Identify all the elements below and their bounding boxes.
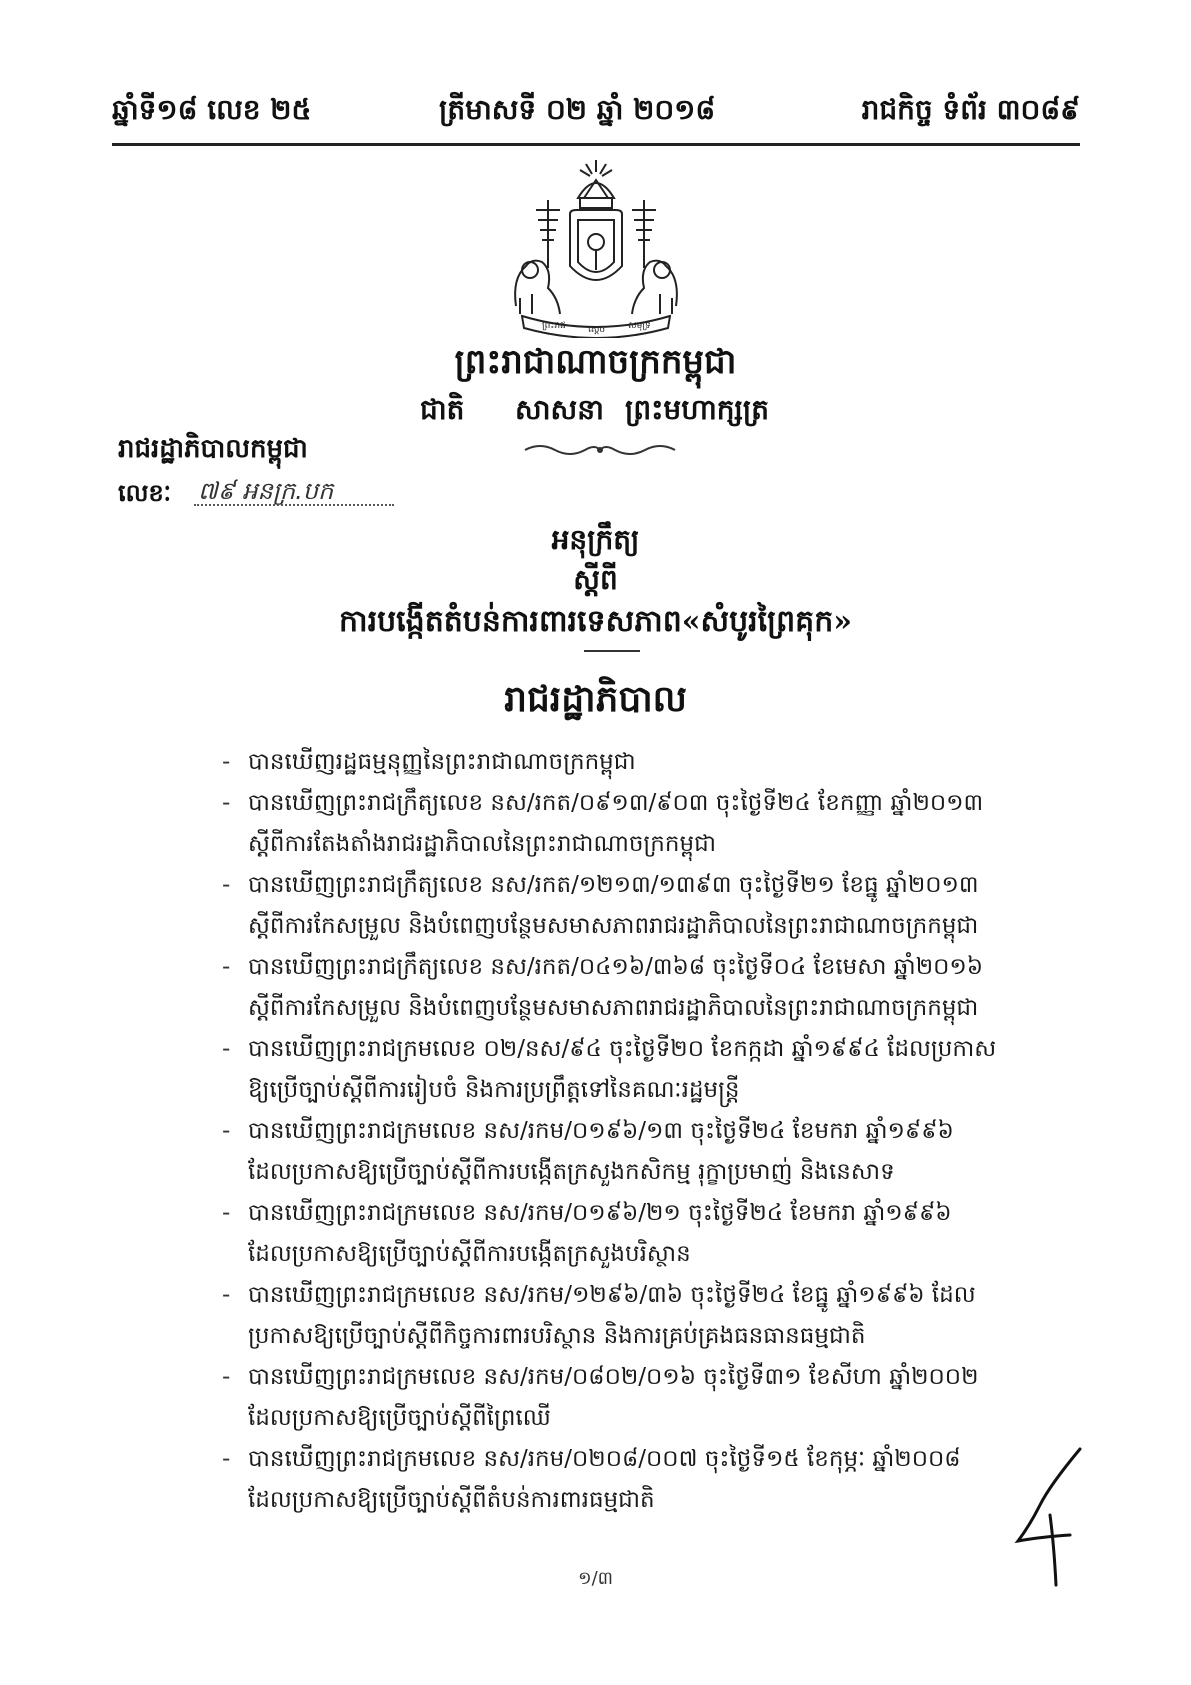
dotted-line [194, 504, 394, 506]
royal-coat-of-arms-icon [508, 158, 684, 338]
motto-king: ព្រះមហាក្សត្រ [625, 393, 769, 426]
list-item-line: ដែលប្រកាសឱ្យប្រើច្បាប់ស្តីពីតំបន់ការពារធម្មជាតិ [248, 1487, 655, 1513]
title-divider [584, 650, 640, 652]
gazette-header [112, 92, 1080, 136]
list-item: - បានឃើញព្រះរាជក្រឹត្យលេខ នស/រកត/០៤១៦/៣៦៨ ចុះថ្ងៃទី០៤ ខែមេសា ឆ្នាំ២០១៦ ស្តីពីការកែសម្រួល និងបំពេញបន្ថែមសមាសភាពរាជរដ្ឋាភិបាលនៃព្រះរាជាណាចក្រកម្ពុជា [222, 947, 1042, 1029]
motto-nation: ជាតិ [420, 393, 465, 426]
list-item-line: បានឃើញព្រះរាជក្រមលេខ នស/រកម/០១៩៦/១៣ ចុះថ្ងៃទី២៤ ខែមករា ឆ្នាំ១៩៩៦ [248, 1118, 954, 1144]
list-item-line: ស្តីពីការកែសម្រួល និងបំពេញបន្ថែមសមាសភាពរាជរដ្ឋាភិបាលនៃព្រះរាជាណាចក្រកម្ពុជា [248, 995, 979, 1021]
svg-text:ព្រះរាជ: ព្រះរាជ [542, 321, 566, 331]
legal-basis-list [222, 742, 1042, 1521]
header-issue: ឆ្នាំទី១៨ លេខ ២៥ [112, 93, 312, 126]
kingdom-title: ព្រះរាជាណាចក្រកម្ពុជា [454, 342, 737, 382]
header-page: រាជកិច្ច ទំព័រ ៣០៨៩ [861, 93, 1080, 126]
list-item-line: បានឃើញព្រះរាជក្រមលេខ ០២/នស/៩៤ ចុះថ្ងៃទី២០ ខែកក្កដា ឆ្នាំ១៩៩៤ ដែលប្រកាស [248, 1036, 997, 1062]
list-item: - បានឃើញព្រះរាជក្រមលេខ នស/រកម/០៨០២/០១៦ ចុះថ្ងៃទី៣១ ខែសីហា ឆ្នាំ២០០២ ដែលប្រកាសឱ្យប្រើច្បាប់ស្តីពីព្រៃឈើ [222, 1357, 1042, 1439]
list-item-line: បានឃើញព្រះរាជក្រមលេខ នស/រកម/០៨០២/០១៦ ចុះថ្ងៃទី៣១ ខែសីហា ឆ្នាំ២០០២ [248, 1364, 979, 1390]
list-item: - បានឃើញរដ្ឋធម្មនុញ្ញនៃព្រះរាជាណាចក្រកម្ពុជា [222, 742, 1042, 783]
ornament-divider-icon [520, 440, 680, 460]
list-item: - បានឃើញព្រះរាជក្រមលេខ នស/រកម/០១៩៦/១៣ ចុះថ្ងៃទី២៤ ខែមករា ឆ្នាំ១៩៩៦ ដែលប្រកាសឱ្យប្រើច្បាប់ស្តីពីការបង្កើតក្រសួងកសិកម្ម រុក្ខាប្រមាញ់ និងនេសាទ [222, 1111, 1042, 1193]
list-item: - បានឃើញព្រះរាជក្រមលេខ នស/រកម/០១៩៦/២១ ចុះថ្ងៃទី២៤ ខែមករា ឆ្នាំ១៩៩៦ ដែលប្រកាសឱ្យប្រើច្បាប់ស្តីពីការបង្កើតក្រសួងបរិស្ថាន [222, 1193, 1042, 1275]
list-item: - បានឃើញព្រះរាជក្រឹត្យលេខ នស/រកត/០៩១៣/៩០៣ ចុះថ្ងៃទី២៤ ខែកញ្ញា ឆ្នាំ២០១៣ ស្តីពីការតែងតាំងរាជរដ្ឋាភិបាលនៃព្រះរាជាណាចក្រកម្ពុជា [222, 783, 1042, 865]
svg-text:សមុទ្រ: សមុទ្រ [628, 321, 651, 331]
government-heading: រាជរដ្ឋាភិបាល [504, 678, 687, 720]
document-about: ស្តីពី [573, 563, 618, 596]
list-item-line: បានឃើញព្រះរាជក្រមលេខ នស/រកម/១២៩៦/៣៦ ចុះថ្ងៃទី២៤ ខែធ្នូ ឆ្នាំ១៩៩៦ ដែល [248, 1282, 976, 1308]
list-item-line: ដែលប្រកាសឱ្យប្រើច្បាប់ស្តីពីព្រៃឈើ [248, 1405, 551, 1431]
motto-religion: សាសនា [515, 393, 604, 426]
issuing-government: រាជរដ្ឋាភិបាលកម្ពុជា [118, 434, 308, 464]
document-subject: ការបង្កើតតំបន់ការពារទេសភាព«សំបូរព្រៃគុក» [339, 604, 852, 639]
list-item: - បានឃើញព្រះរាជក្រមលេខ ០២/នស/៩៤ ចុះថ្ងៃទី២០ ខែកក្កដា ឆ្នាំ១៩៩៤ ដែលប្រកាស ឱ្យប្រើច្បាប់ស្តីពីការរៀបចំ និងការប្រព្រឹត្តទៅនៃគណៈរដ្ឋមន្ត្រី [222, 1029, 1042, 1111]
list-item-line: ឱ្យប្រើច្បាប់ស្តីពីការរៀបចំ និងការប្រព្រឹត្តទៅនៃគណៈរដ្ឋមន្ត្រី [248, 1077, 740, 1103]
national-motto [420, 392, 780, 432]
svg-text:ស្តេច: ស្តេច [588, 325, 606, 335]
list-item-line: បានឃើញព្រះរាជក្រឹត្យលេខ នស/រកត/១២១៣/១៣៩៣ ចុះថ្ងៃទី២១ ខែធ្នូ ឆ្នាំ២០១៣ [248, 872, 979, 898]
list-item-line: បានឃើញព្រះរាជក្រមលេខ នស/រកម/០២០៨/០០៧ ចុះថ្ងៃទី១៥ ខែកុម្ភៈ ឆ្នាំ២០០៨ [248, 1446, 961, 1472]
decree-number-value: ៧៩ អនក្រ.បក [198, 477, 334, 505]
list-item-line: ស្តីពីការតែងតាំងរាជរដ្ឋាភិបាលនៃព្រះរាជាណាចក្រកម្ពុជា [248, 831, 716, 857]
page-number: ១/៣ [577, 1568, 614, 1589]
list-item-line: បានឃើញព្រះរាជក្រមលេខ នស/រកម/០១៩៦/២១ ចុះថ្ងៃទី២៤ ខែមករា ឆ្នាំ១៩៩៦ [248, 1200, 952, 1226]
list-item-line: ដែលប្រកាសឱ្យប្រើច្បាប់ស្តីពីការបង្កើតក្រសួងកសិកម្ម រុក្ខាប្រមាញ់ និងនេសាទ [248, 1159, 895, 1185]
document-type: អនុក្រឹត្យ [551, 523, 640, 556]
list-item-line: បានឃើញព្រះរាជក្រឹត្យលេខ នស/រកត/០៤១៦/៣៦៨ ចុះថ្ងៃទី០៤ ខែមេសា ឆ្នាំ២០១៦ [248, 954, 984, 980]
list-item: - បានឃើញព្រះរាជក្រឹត្យលេខ នស/រកត/១២១៣/១៣៩៣ ចុះថ្ងៃទី២១ ខែធ្នូ ឆ្នាំ២០១៣ ស្តីពីការកែសម្រួល និងបំពេញបន្ថែមសមាសភាពរាជរដ្ឋាភិបាលនៃព្រះរាជាណាចក្រកម្ពុជា [222, 865, 1042, 947]
list-item: - បានឃើញព្រះរាជក្រមលេខ នស/រកម/០២០៨/០០៧ ចុះថ្ងៃទី១៥ ខែកុម្ភៈ ឆ្នាំ២០០៨ ដែលប្រកាសឱ្យប្រើច្បាប់ស្តីពីតំបន់ការពារធម្មជាតិ [222, 1439, 1042, 1521]
list-item-line: ប្រកាសឱ្យប្រើច្បាប់ស្តីពីកិច្ចការពារបរិស្ថាន និងការគ្រប់គ្រងធនធានធម្មជាតិ [248, 1323, 866, 1349]
header-quarter: ត្រីមាសទី ០២ ឆ្នាំ ២០១៨ [439, 93, 716, 126]
list-item-line: ស្តីពីការកែសម្រួល និងបំពេញបន្ថែមសមាសភាពរាជរដ្ឋាភិបាលនៃព្រះរាជាណាចក្រកម្ពុជា [248, 913, 979, 939]
list-item-line: ដែលប្រកាសឱ្យប្រើច្បាប់ស្តីពីការបង្កើតក្រសួងបរិស្ថាន [248, 1241, 691, 1267]
header-divider [112, 143, 1080, 146]
decree-number [118, 478, 418, 514]
list-item-line: បានឃើញរដ្ឋធម្មនុញ្ញនៃព្រះរាជាណាចក្រកម្ពុជា [248, 749, 636, 775]
list-item: - បានឃើញព្រះរាជក្រមលេខ នស/រកម/១២៩៦/៣៦ ចុះថ្ងៃទី២៤ ខែធ្នូ ឆ្នាំ១៩៩៦ ដែល ប្រកាសឱ្យប្រើច្បាប់ស្តីពីកិច្ចការពារបរិស្ថាន និងការគ្រប់គ្រងធនធានធម្មជាតិ [222, 1275, 1042, 1357]
decree-number-label: លេខៈ [118, 478, 172, 507]
list-item-line: បានឃើញព្រះរាជក្រឹត្យលេខ នស/រកត/០៩១៣/៩០៣ ចុះថ្ងៃទី២៤ ខែកញ្ញា ឆ្នាំ២០១៣ [248, 790, 984, 816]
